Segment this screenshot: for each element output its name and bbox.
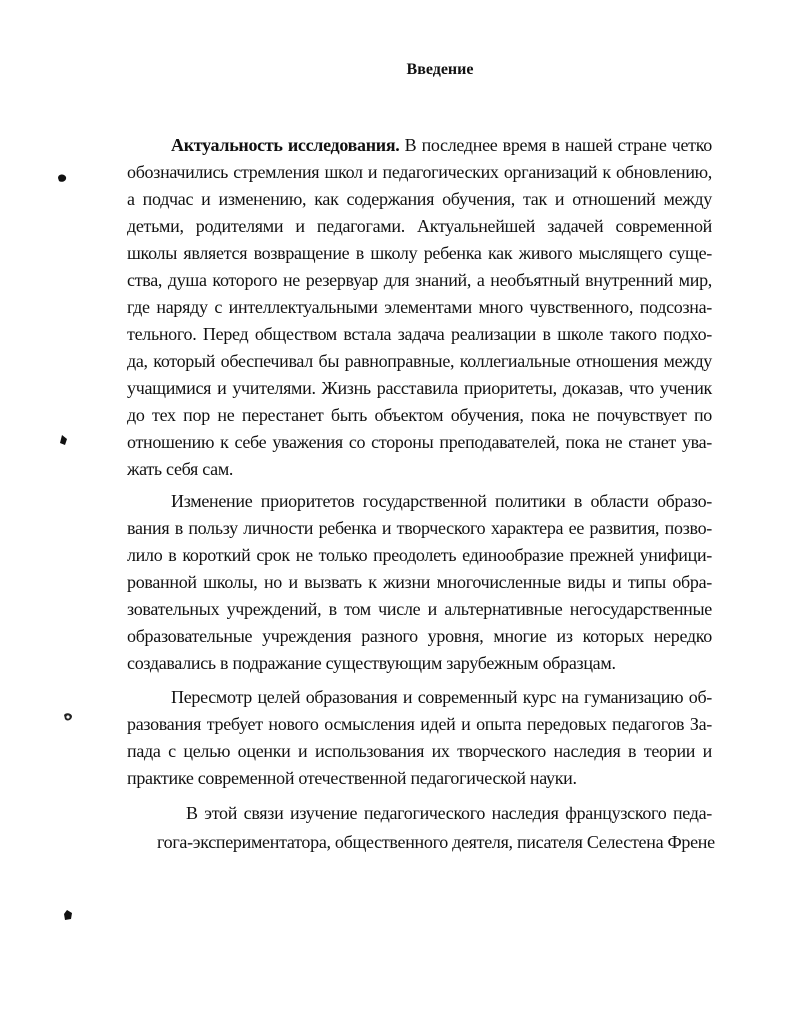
text-line-6: ства, душа которого не резервуар для знаний, а необъятный внутренний мир, <box>127 270 712 290</box>
text-line-4: детьми, родителями и педагогами. Актуальнейшей задачей современной <box>127 216 712 236</box>
text-line-10: учащимися и учителями. Жизнь расставила приоритеты, доказав, что ученик <box>127 378 712 398</box>
text-line-7: где наряду с интеллектуальными элементами много чувственного, подсозна- <box>127 297 712 317</box>
text-line-5: школы является возвращение в школу ребенка как живого мыслящего суще- <box>127 243 712 263</box>
page-title: Введение <box>406 61 474 78</box>
punch-hole-mark-icon <box>56 172 68 184</box>
text-line-26: гога-экспериментатора, общественного деятеля, писателя Селестена Френе <box>157 832 715 852</box>
text-line-8: тельного. Перед обществом встала задача реализации в школе такого подхо- <box>127 324 712 344</box>
text-line-14: Изменение приоритетов государственной политики в области образо- <box>171 491 712 511</box>
text-line-21: Пересмотр целей образования и современный курс на гуманизацию об- <box>171 687 712 707</box>
text-line-13: жать себя сам. <box>127 459 234 479</box>
text-line-12: отношению к себе уважения со стороны преподавателей, пока не станет ува- <box>127 432 712 452</box>
text-line-17: рованной школы, но и вызвать к жизни многочисленные виды и типы обра- <box>127 572 712 592</box>
text-line-19: образовательные учреждения разного уровня, многие из которых нередко <box>127 626 712 646</box>
text-line-20: создавались в подражание существующим зарубежным образцам. <box>127 653 616 673</box>
punch-hole-mark-icon <box>58 434 70 446</box>
text-line-2: обозначились стремления школ и педагогических организаций к обновлению, <box>127 162 712 182</box>
bold-lead: Актуальность исследования. <box>171 135 400 155</box>
text-line-25: В этой связи изучение педагогического наследия французского педа- <box>186 803 712 823</box>
text-line-18: зовательных учреждений, в том числе и альтернативные негосударственные <box>127 599 712 619</box>
text-line-3: а подчас и изменению, как содержания обучения, так и отношений между <box>127 189 712 209</box>
text-line-24: практике современной отечественной педагогической науки. <box>127 768 577 788</box>
punch-hole-mark-icon <box>62 909 74 921</box>
line-text: В последнее время в нашей стране четко <box>399 135 712 155</box>
text-line-11: до тех пор не перестанет быть объектом обучения, пока не почувствует по <box>127 405 712 425</box>
text-line-22: разования требует нового осмысления идей и опыта передовых педагогов За- <box>127 714 712 734</box>
text-line-15: вания в пользу личности ребенка и творческого характера ее развития, позво- <box>127 518 712 538</box>
text-line-1 <box>171 132 712 158</box>
punch-hole-mark-icon <box>62 711 74 723</box>
text-line-9: да, который обеспечивал бы равноправные, коллегиальные отношения между <box>127 351 712 371</box>
text-line-23: пада с целью оценки и использования их творческого наследия в теории и <box>127 741 712 761</box>
text-line-16: лило в короткий срок не только преодолеть единообразие прежней унифици- <box>127 545 712 565</box>
